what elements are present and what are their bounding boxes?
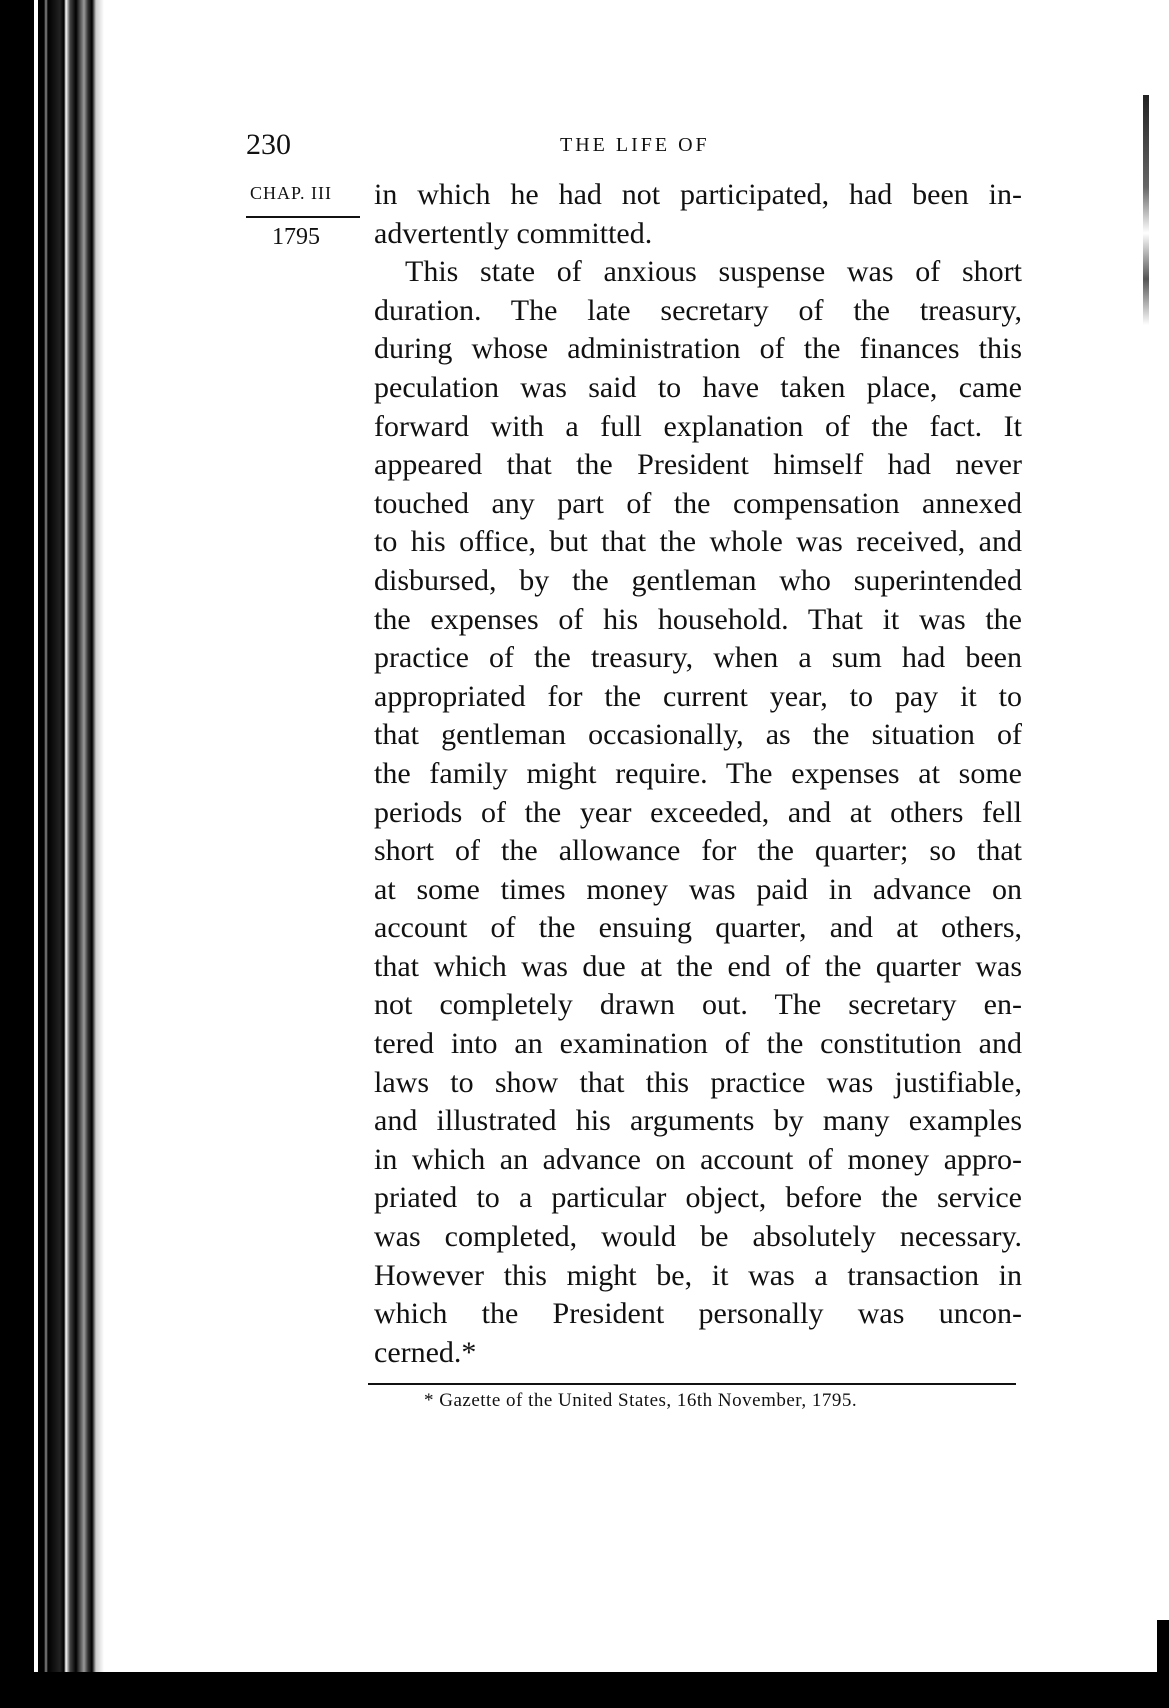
text-line: to his office, but that the whole was received, and: [374, 525, 1022, 559]
text-line: the family might require. The expenses at some: [374, 756, 1022, 790]
text-line: the expenses of his household. That it was the: [374, 602, 1022, 636]
text-line: at some times money was paid in advance on: [374, 872, 1022, 906]
text-line: during whose administration of the finances this: [374, 332, 1022, 366]
footnote-rule: [368, 1383, 1016, 1385]
text-line: that which was due at the end of the quarter was: [374, 949, 1022, 983]
scan-bottom-edge: [0, 1672, 1169, 1708]
text-line: duration. The late secretary of the treasury,: [374, 293, 1022, 327]
text-line: tered into an examination of the constitution and: [374, 1027, 1022, 1061]
text-line: However this might be, it was a transaction in: [374, 1258, 1022, 1292]
text-line: This state of anxious suspense was of short: [405, 255, 1022, 289]
text-line: periods of the year exceeded, and at others fell: [374, 795, 1022, 829]
text-line: forward with a full explanation of the fact. It: [374, 409, 1022, 443]
text-line: and illustrated his arguments by many examples: [374, 1104, 1022, 1138]
margin-chapter: CHAP. III: [250, 183, 333, 203]
scan-right-edge-mark: [1143, 95, 1149, 325]
margin-year: 1795: [272, 224, 320, 250]
text-line: cerned.*: [374, 1335, 477, 1369]
text-line: priated to a particular object, before the service: [374, 1181, 1022, 1215]
text-line: that gentleman occasionally, as the situation of: [374, 718, 1022, 752]
footnote: * Gazette of the United States, 16th November, 1795.: [424, 1390, 858, 1411]
text-line: appeared that the President himself had never: [374, 448, 1022, 482]
text-line: not completely drawn out. The secretary en-: [374, 988, 1022, 1022]
running-head: THE LIFE OF: [560, 134, 710, 156]
text-line: short of the allowance for the quarter; so that: [374, 834, 1022, 868]
text-line: account of the ensuing quarter, and at others,: [374, 911, 1022, 945]
text-line: laws to show that this practice was justifiable,: [374, 1065, 1022, 1099]
text-line: in which he had not participated, had been in-: [374, 178, 1022, 211]
text-line: in which an advance on account of money appro-: [374, 1142, 1022, 1176]
text-line: advertently committed.: [374, 216, 653, 250]
page-number: 230: [246, 128, 291, 161]
book-binding-edge: [0, 0, 104, 1708]
scan-corner-mark: [1157, 1620, 1169, 1672]
text-line: disbursed, by the gentleman who superintended: [374, 563, 1022, 597]
text-line: was completed, would be absolutely necessary.: [374, 1220, 1022, 1254]
body-text: [374, 176, 1022, 1372]
text-line: which the President personally was uncon-: [374, 1297, 1022, 1331]
margin-rule: [246, 216, 360, 218]
text-line: appropriated for the current year, to pay it to: [374, 679, 1022, 713]
text-line: touched any part of the compensation annexed: [374, 486, 1022, 520]
text-line: peculation was said to have taken place, came: [374, 370, 1022, 404]
text-line: practice of the treasury, when a sum had been: [374, 641, 1022, 675]
